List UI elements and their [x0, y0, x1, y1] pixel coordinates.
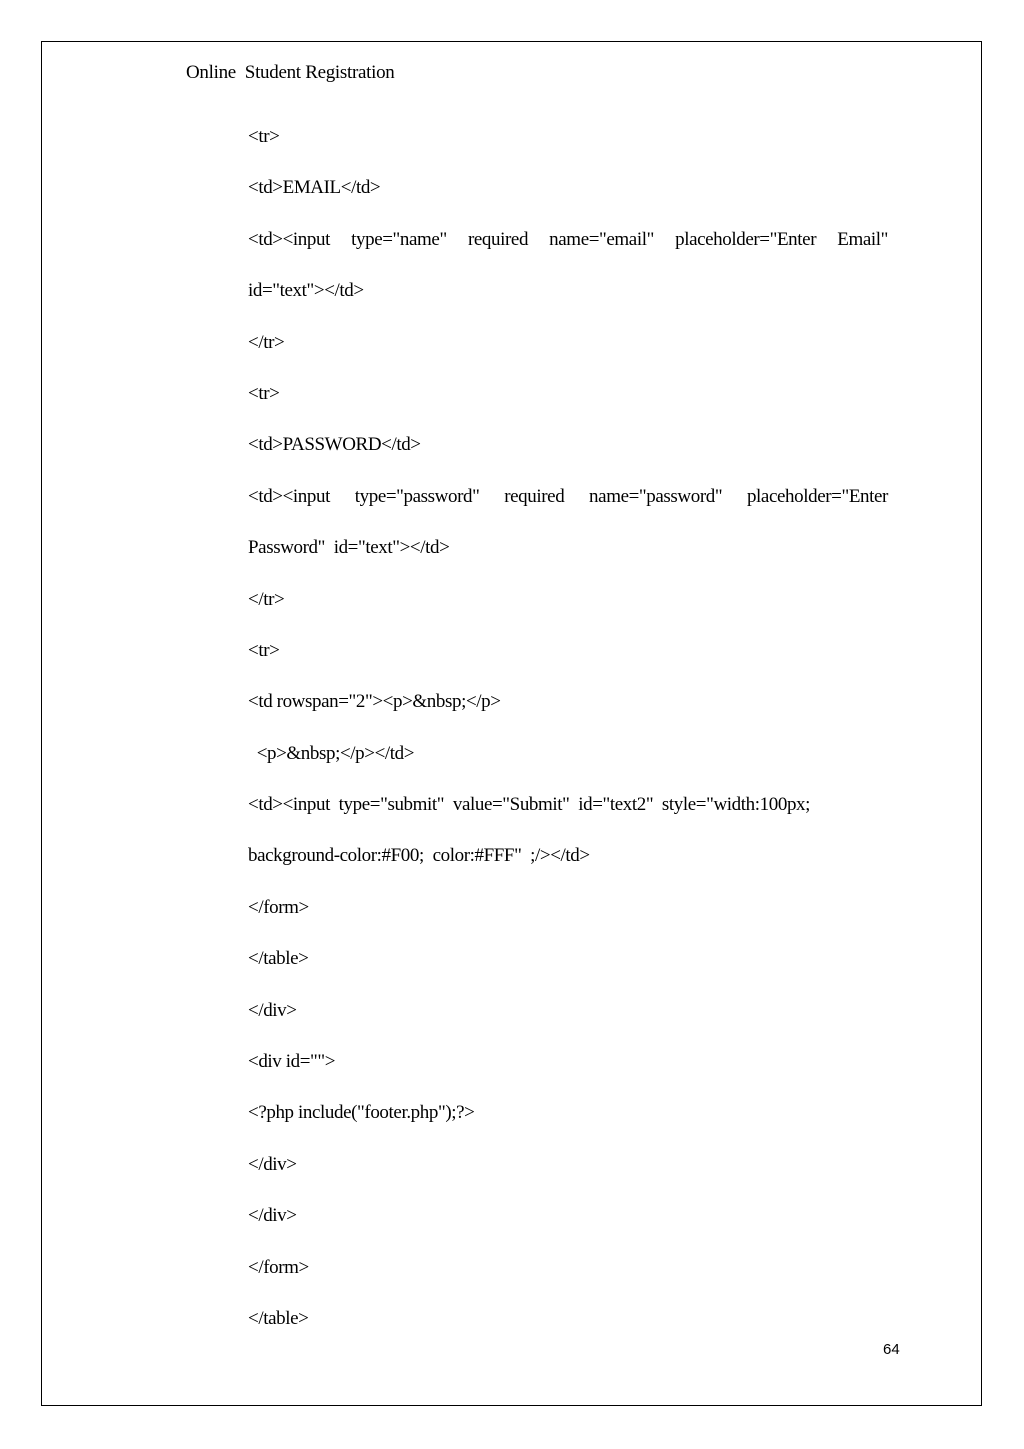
code-line: </div>	[248, 1153, 297, 1175]
code-line: <td>PASSWORD</td>	[248, 434, 421, 456]
code-line: </div>	[248, 999, 297, 1021]
code-line: </form>	[248, 896, 309, 918]
page-number: 64	[883, 1341, 900, 1358]
code-line: </tr>	[248, 331, 285, 353]
code-line: <td><input type="password" required name="password" placeholder="Enter	[248, 485, 888, 507]
code-line: </div>	[248, 1205, 297, 1227]
code-line: </form>	[248, 1256, 309, 1278]
code-line: <td><input type="name" required name="email" placeholder="Enter Email"	[248, 228, 888, 250]
code-line: </table>	[248, 948, 309, 970]
code-line: <?php include("footer.php");?>	[248, 1102, 475, 1124]
code-line: <td rowspan="2"><p>&nbsp;</p>	[248, 691, 501, 713]
code-line: <td><input type="submit" value="Submit" id="text2" style="width:100px;	[248, 794, 811, 816]
code-line: Password" id="text"></td>	[248, 537, 450, 559]
code-line: background-color:#F00; color:#FFF" ;/></td>	[248, 845, 590, 867]
code-line: <tr>	[248, 639, 280, 661]
code-line: </table>	[248, 1307, 309, 1329]
code-listing	[248, 124, 888, 1357]
code-line: <div id="">	[248, 1051, 336, 1073]
code-line: id="text"></td>	[248, 280, 364, 302]
code-line: <p>&nbsp;</p></td>	[248, 742, 415, 764]
code-line: <tr>	[248, 126, 280, 147]
code-line: <tr>	[248, 382, 280, 404]
code-line: <td>EMAIL</td>	[248, 177, 381, 199]
page-header: Online Student Registration	[186, 62, 395, 83]
code-line: </tr>	[248, 588, 285, 610]
